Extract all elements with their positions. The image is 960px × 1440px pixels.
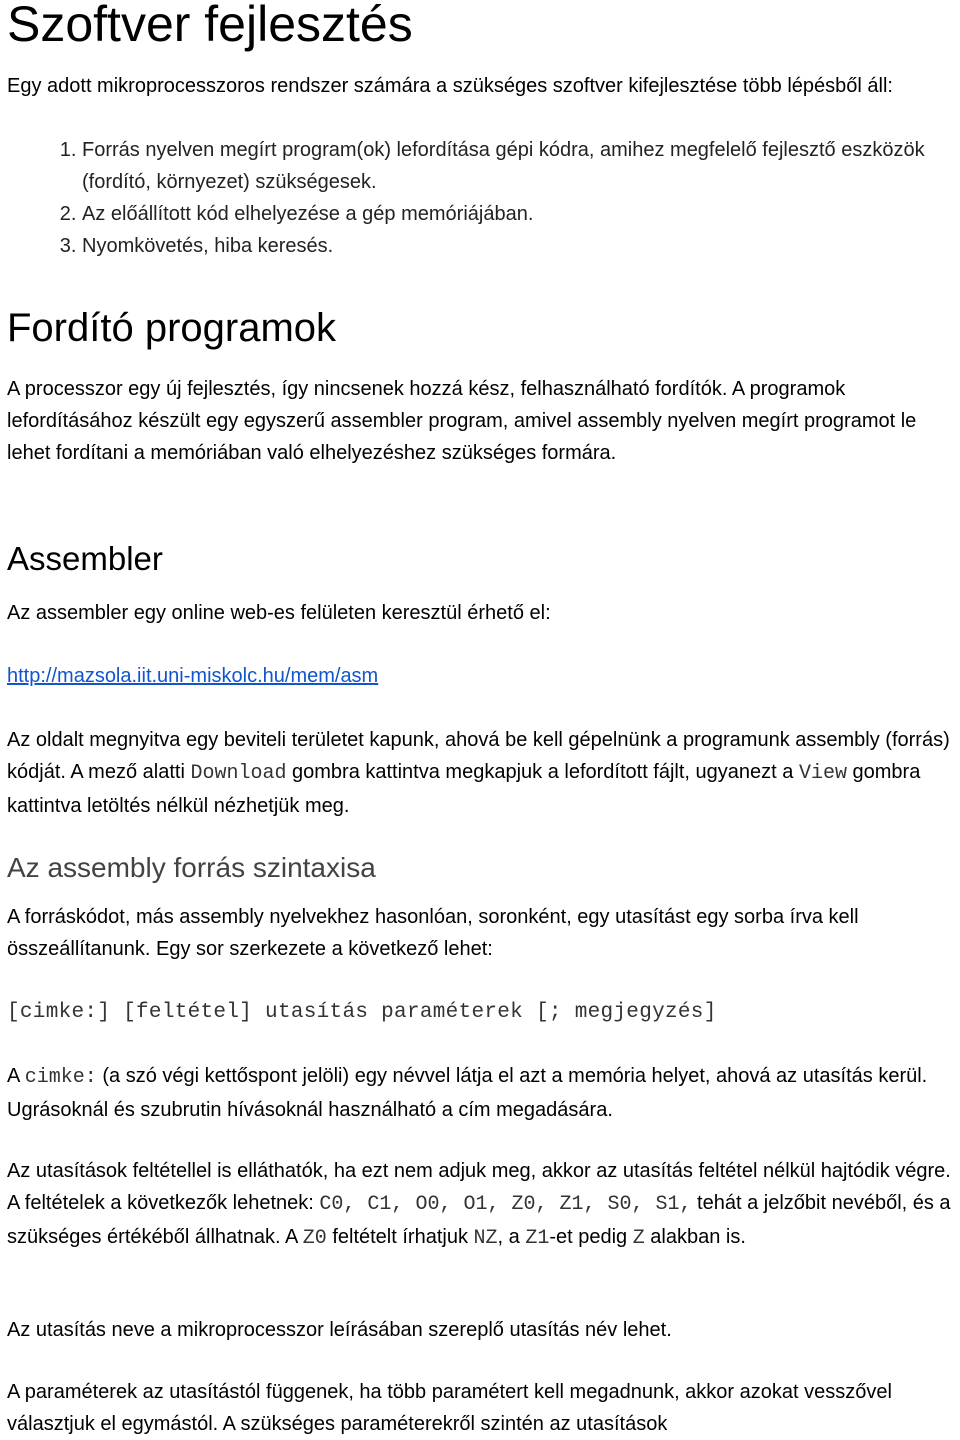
- text-run: gombra kattintva megkapjuk a lefordított fájlt, ugyanezt a: [286, 761, 799, 783]
- text-run: (a szó végi kettőspont jelöli) egy névvel látja el azt a memória helyet, ahová az utasítás kerül. Ugrásoknál és szubrutin hívásoknál használható a cím megadására.: [7, 1065, 928, 1121]
- assembler-paragraph: Az assembler egy online web-es felületen keresztül érhető el:: [7, 602, 551, 624]
- instruction-name-paragraph: Az utasítás neve a mikroprocesszor leírásában szereplő utasítás név lehet.: [7, 1319, 672, 1341]
- syntax-code-line: [cimke:] [feltétel] utasítás paraméterek [; megjegyzés]: [7, 1001, 717, 1024]
- syntax-intro-paragraph: A forráskódot, más assembly nyelvekhez hasonlóan, soronként, egy utasítást egy sorba írva kell összeállítanunk. Egy sor szerkezete a következő lehet:: [7, 906, 859, 960]
- list-item: 1. Forrás nyelven megírt program(ok) lefordítása gépi kódra, amihez megfelelő fejlesztő eszközök (fordító, környezet) szükségesek.: [82, 134, 960, 198]
- cimke-code: cimke:: [24, 1066, 97, 1089]
- z1-code: Z1: [525, 1227, 550, 1250]
- z0-code: Z0: [302, 1227, 327, 1250]
- nz-code: NZ: [473, 1227, 498, 1250]
- text-run: , a: [497, 1226, 526, 1248]
- text-run: gombra kattintva letöltés nélkül nézhetjük meg.: [7, 761, 921, 817]
- assembler-usage-paragraph: [7, 724, 952, 822]
- compilers-heading: Fordító programok: [7, 306, 337, 350]
- text-run: Az utasítások feltétellel is elláthatók, ha ezt nem adjuk meg, akkor az utasítás feltétel nélkül hajtódik végre. A feltételek a következők lehetnek:: [7, 1160, 951, 1214]
- list-item: 2. Az előállított kód elhelyezése a gép memóriájában.: [82, 198, 960, 230]
- condition-paragraph: [7, 1155, 952, 1255]
- download-code: Download: [190, 762, 287, 785]
- text-run: Az oldalt megnyitva egy beviteli területet kapunk, ahová be kell gépelnünk a programunk assembly (forrás) kódját. A mező alatti: [7, 729, 950, 783]
- text-run: alakban is.: [644, 1226, 746, 1248]
- text-run: -et pedig: [549, 1226, 633, 1248]
- steps-list: [7, 134, 960, 262]
- label-paragraph: [7, 1060, 952, 1126]
- syntax-heading: Az assembly forrás szintaxisa: [7, 852, 376, 883]
- parameters-paragraph: A paraméterek az utasítástól függenek, ha több paramétert kell megadnunk, akkor azokat vesszővel választjuk el egymástól. A szükséges paraméterekről szintén az utasítások: [7, 1381, 892, 1435]
- text-run: feltételt írhatjuk: [326, 1226, 474, 1248]
- text-run: A: [7, 1065, 25, 1087]
- condition-list-code: C0, C1, O0, O1, Z0, Z1, S0, S1,: [319, 1193, 692, 1216]
- view-code: View: [798, 762, 847, 785]
- list-item: 3. Nyomkövetés, hiba keresés.: [82, 230, 960, 262]
- assembler-link-line: [7, 660, 952, 692]
- z-code: Z: [632, 1227, 645, 1250]
- intro-paragraph: Egy adott mikroprocesszoros rendszer számára a szükséges szoftver kifejlesztése több lépésből áll:: [7, 75, 893, 97]
- text-run: tehát a jelzőbit nevéből, és a szükséges értékéből állhatnak. A: [7, 1192, 951, 1248]
- assembler-link[interactable]: http://mazsola.iit.uni-miskolc.hu/mem/asm: [7, 665, 379, 687]
- assembler-heading: Assembler: [7, 540, 163, 577]
- compilers-paragraph: A processzor egy új fejlesztés, így nincsenek hozzá kész, felhasználható fordítók. A programok lefordításához készült egy egyszerű assembler program, amivel assembly nyelven megírt programot le lehet fordítani a memóriában való elhelyezéshez szükséges formára.: [7, 378, 917, 464]
- page-title: Szoftver fejlesztés: [7, 0, 413, 52]
